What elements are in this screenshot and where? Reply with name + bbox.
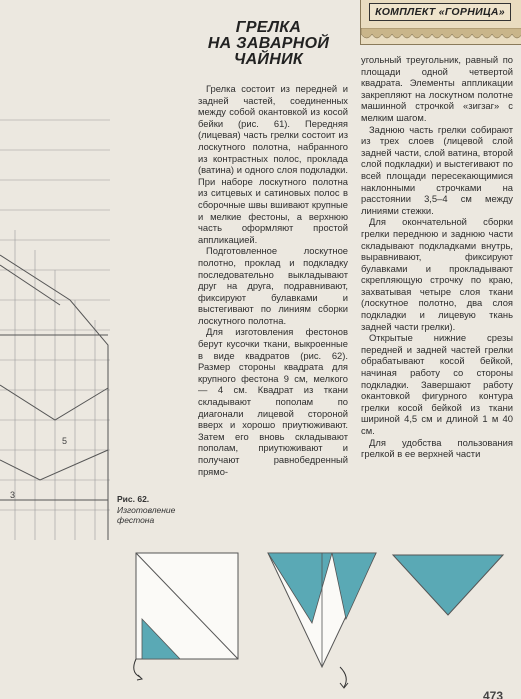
figure-number: Рис. 62. — [117, 494, 150, 504]
paragraph: Грелка состоит из передней и задней частей, соединенных между собой окантовкой из косой бейки (рис. 61). Передняя (лицевая) часть грелки состоит из лоскутного полотна, набранного из контрастных полос, проклада (ватина) и одного слоя подкладки. При наборе лоскутного полотна из ситцевых и сатиновых полос в сборочные швы вшивают крупные и мелкие фестоны, а верхнюю часть оформляют простой аппликацией. — [198, 83, 348, 245]
title-line-3: ЧАЙНИК — [233, 51, 304, 68]
figure-caption-text: Изготовление фестона — [117, 504, 176, 525]
section-banner — [360, 0, 521, 45]
finished-festoon-diagram — [393, 555, 503, 615]
folded-square-diagram — [134, 553, 238, 680]
paragraph: Открытые нижние срезы передней и задней частей грелки обрабатывают косой бейкой, начиная работу со стороны подкладки. Завершают работу окантовкой фигурного контура грелки косой бейкой из ткани шириной 4,5 см и длиной 1 м 40 см. — [361, 332, 513, 436]
pattern-number-three: 3 — [10, 490, 16, 500]
paragraph: Заднюю часть грелки собирают из трех слоев (лицевой слой задней части, слой ватина, второй слой подкладки) и выстегивают по всей площади пересекающимися наклонными строчками на расстоянии 3,5–4 см между линиями стежки. — [361, 123, 513, 216]
page-number: 473 — [482, 689, 503, 699]
paragraph: Для окончательной сборки грелки переднюю и заднюю части складывают подкладками внутрь, выравнивают, фиксируют булавками и прокладывают скрепляющую строчку по краю, захватывая четыре слоя ткани (лоскутное полотно, два слоя подкладки и лицевую ткань задней части грелки). — [361, 216, 513, 332]
paragraph: угольный треугольник, равный по площади одной четвертой квадрата. Элементы аппликации закрепляют на лоскутном полотне машинной строчкой «зигзаг» с мелким шагом. — [361, 54, 513, 123]
pattern-drawing — [0, 0, 200, 560]
banner-fringe — [361, 28, 521, 44]
pattern-outline — [0, 255, 108, 540]
figure-caption — [117, 494, 189, 526]
text-column-2 — [361, 54, 513, 460]
title-line-2: НА ЗАВАРНОЙ — [207, 35, 330, 52]
paragraph: Для изготовления фестонов берут кусочки ткани, выкроенные в виде квадратов (рис. 62). Размер стороны квадрата для крупного фестона 9 см, мелкого — 4 см. Квадрат из ткани складывают пополам по диагонали лицевой стороной вверх и хорошо приутюживают. Затем его вновь складывают пополам, приутюживают и получают равнобедренный прямо- — [198, 326, 348, 477]
banner-label: КОМПЛЕКТ «ГОРНИЦА» — [369, 3, 511, 21]
festoon-illustrations — [118, 527, 518, 699]
text-column-1 — [198, 83, 348, 477]
paragraph: Для удобства пользования грелкой в ее верхней части — [361, 436, 513, 460]
title-line-1: ГРЕЛКА — [235, 19, 302, 36]
pattern-number-five: 5 — [62, 436, 68, 446]
pattern-grid — [0, 120, 110, 540]
article-title — [196, 20, 341, 68]
paragraph: Подготовленное лоскутное полотно, проклад и подкладку последовательно выкладывают друг на друга, подравнивают, фиксируют булавками и выстегивают по линиям сборки лоскутного полотна. — [198, 245, 348, 326]
folded-triangle-diagram — [268, 553, 376, 688]
